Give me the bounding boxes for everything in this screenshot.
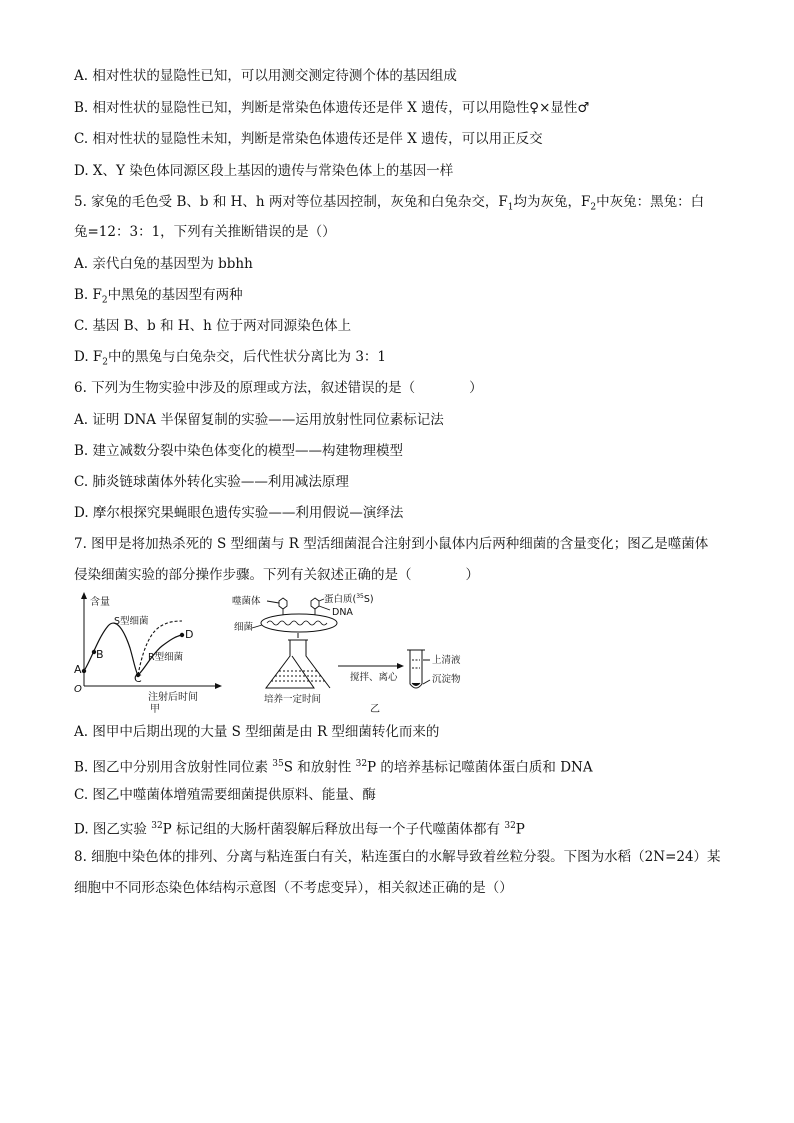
q6-option-b: B. 建立减数分裂中染色体变化的模型——构建物理模型 <box>74 443 404 459</box>
q6-stem: 6. 下列为生物实验中涉及的原理或方法，叙述错误的是（ ） <box>74 380 483 396</box>
q5-option-d: D. $F_2$中的黑兔与白兔杂交，后代性状分离比为 3：1 <box>74 349 387 368</box>
stir-label: 搅拌、离心 <box>350 672 398 683</box>
q5-option-c: C. 基因 B、b 和 H、h 位于两对同源染色体上 <box>74 318 352 334</box>
arrow-right-icon <box>397 663 404 669</box>
r-type-label: R型细菌 <box>148 652 184 663</box>
q5-stem-line1: 5. 家兔的毛色受 B、b 和 H、h 两对等位基因控制，灰兔和白兔杂交，$F_1$均为灰兔，$F_2$中灰兔：黑兔：白 <box>74 194 705 213</box>
bacterium-icon <box>261 614 337 632</box>
panel-yi-label: 乙 <box>370 704 380 713</box>
supernatant-label: 上清液 <box>432 655 461 666</box>
origin-label: O <box>74 684 82 695</box>
q5-option-b: B. $F_2$中黑兔的基因型有两种 <box>74 287 243 306</box>
q7-stem-line2: 侵染细菌实验的部分操作步骤。下列有关叙述正确的是（ ） <box>74 567 479 583</box>
point-c-label: C <box>134 672 142 685</box>
point-a-icon <box>82 669 86 673</box>
y-axis-arrow-icon <box>81 592 87 599</box>
q7-option-a: A. 图甲中后期出现的大量 S 型细菌是由 R 型细菌转化而来的 <box>74 724 440 740</box>
culture-label: 培养一定时间 <box>264 694 322 705</box>
q7-stem-line1: 7. 图甲是将加热杀死的 S 型细菌与 R 型活细菌混合注射到小鼠体内后两种细菌的含量变化；图乙是噬菌体 <box>74 536 709 552</box>
s-type-label: S型细菌 <box>114 616 149 627</box>
figure-yi-diagram <box>232 593 461 713</box>
x-axis-arrow-icon <box>215 683 222 689</box>
q8-stem-line1: 8. 细胞中染色体的排列、分离与粘连蛋白有关，粘连蛋白的水解导致着丝粒分裂。下图为水稻（2N=24）某 <box>74 849 721 865</box>
protein-label: 蛋白质($^{35}$S) <box>324 593 374 605</box>
bacteria-label: 细菌 <box>234 622 254 633</box>
point-b-label: B <box>96 648 104 661</box>
point-a-label: A <box>74 663 82 676</box>
q4-option-b: B. 相对性状的显隐性已知，判断是常染色体遗传还是伴 X 遗传，可以用隐性♀×显性♂ <box>74 100 590 116</box>
x-axis-label: 注射后时间 <box>148 692 198 703</box>
q7-option-b: B. 图乙中分别用含放射性同位素 $^{35}$S 和放射性 $^{32}$P 的培养基标记噬菌体蛋白质和 DNA <box>74 759 593 776</box>
q7-option-c: C. 图乙中噬菌体增殖需要细菌提供原料、能量、酶 <box>74 787 376 803</box>
dna-label: DNA <box>332 607 353 618</box>
q7-option-d: D. 图乙实验 $^{32}$P 标记组的大肠杆菌裂解后释放出每一个子代噬菌体都有 $^{32}$P <box>74 821 525 838</box>
test-tube-icon <box>407 650 430 688</box>
q5-option-a: A. 亲代白兔的基因型为 bbhh <box>74 256 253 272</box>
dna-strand-icon <box>267 621 327 625</box>
phage-label: 噬菌体 <box>232 596 261 607</box>
q8-stem-line2: 细胞中不同形态染色体结构示意图（不考虑变异），相关叙述正确的是（） <box>74 880 513 896</box>
q4-option-c: C. 相对性状的显隐性未知，判断是常染色体遗传还是伴 X 遗传，可以用正反交 <box>74 131 543 147</box>
q4-option-d: D. X、Y 染色体同源区段上基因的遗传与常染色体上的基因一样 <box>74 163 454 179</box>
panel-jia-label: 甲 <box>150 704 160 713</box>
q5-stem-line2: 兔=12：3：1，下列有关推断错误的是（） <box>74 224 336 240</box>
point-d-label: D <box>185 628 194 641</box>
point-d-icon <box>180 633 184 637</box>
phage-icon <box>267 598 330 615</box>
flask-icon <box>266 633 330 688</box>
q7-figure <box>70 588 470 713</box>
y-axis-label: 含量 <box>90 597 110 608</box>
q6-option-a: A. 证明 DNA 半保留复制的实验——运用放射性同位素标记法 <box>74 412 444 428</box>
q6-option-c: C. 肺炎链球菌体外转化实验——利用减法原理 <box>74 474 349 490</box>
q4-option-a: A. 相对性状的显隐性已知，可以用测交测定待测个体的基因组成 <box>74 68 457 84</box>
sediment-label: 沉淀物 <box>432 674 461 685</box>
q6-option-d: D. 摩尔根探究果蝇眼色遗传实验——利用假说—演绎法 <box>74 505 404 521</box>
figure-jia-graph <box>74 592 222 713</box>
